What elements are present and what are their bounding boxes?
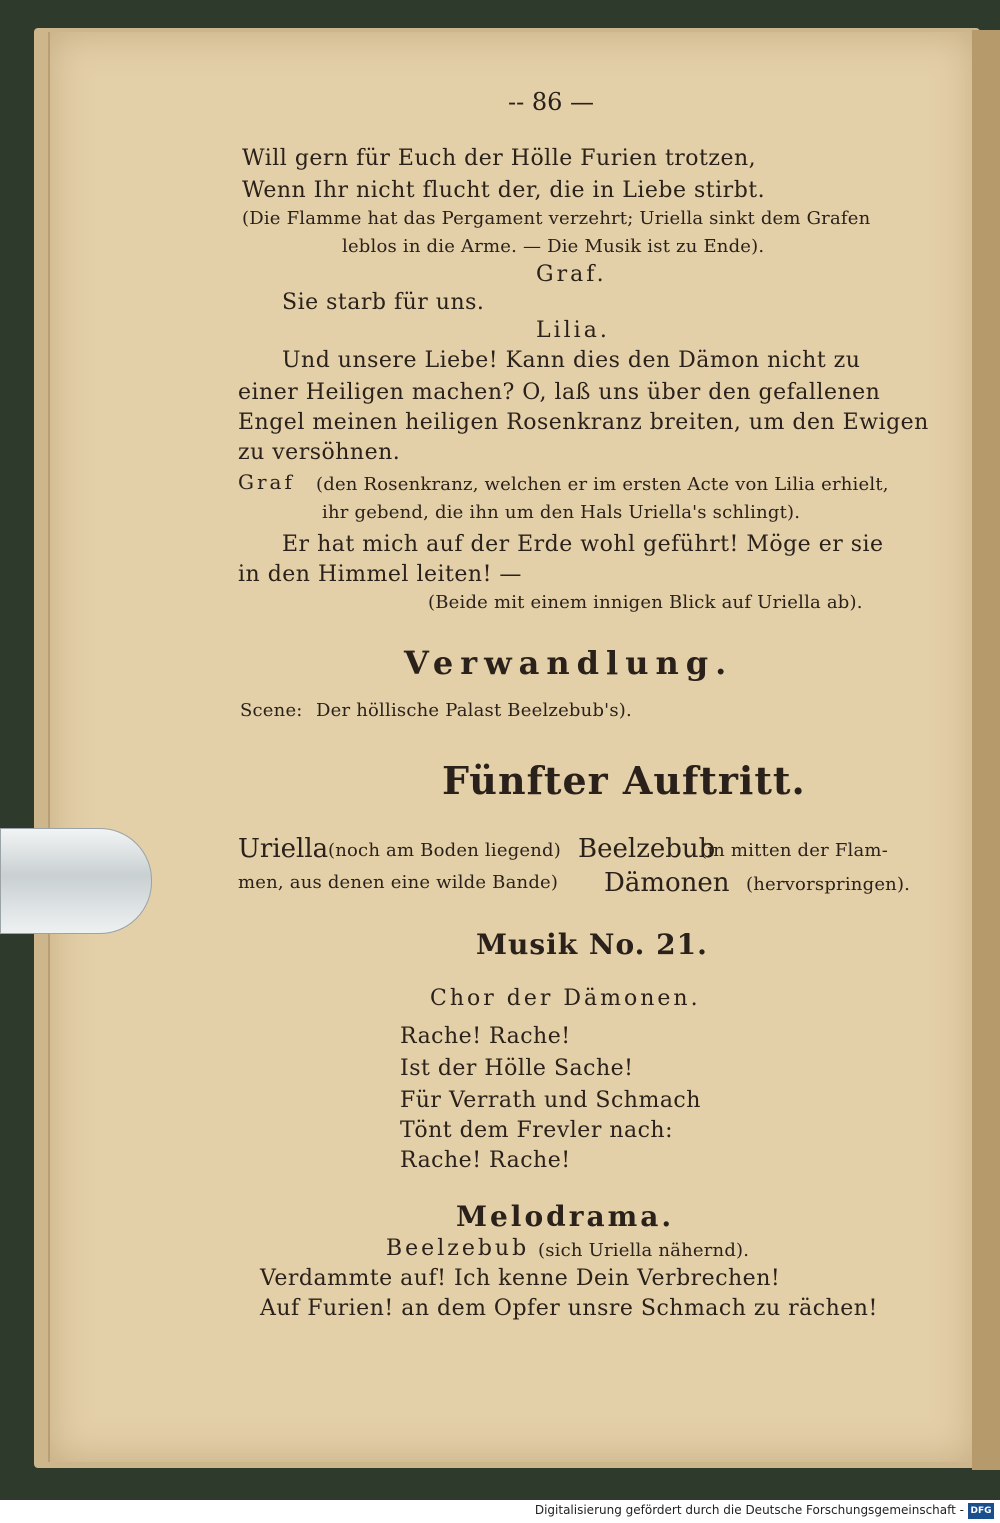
verse-line: Sie starb für uns. [282,290,485,315]
page-number: -- 86 — [508,88,595,116]
speaker-name: Lilia. [536,318,610,343]
footer-bar [0,1500,1000,1523]
heading-auftritt: Fünfter Auftritt. [442,758,806,803]
prose-line: Engel meinen heiligen Rosenkranz breiten, um den Ewigen [238,410,929,435]
chorus-title: Chor der Dämonen. [430,986,701,1011]
stage-direction: leblos in die Arme. — Die Musik ist zu Ende). [342,236,765,257]
prose-line: zu versöhnen. [238,440,401,465]
heading-musik: Musik No. 21. [476,928,708,961]
prose-line: in den Himmel leiten! — [238,562,522,587]
chorus-line: Ist der Hölle Sache! [400,1056,634,1081]
dfg-logo-icon: DFG [968,1503,994,1519]
stage-direction: men, aus denen eine wilde Bande) [238,872,559,893]
chorus-line: Für Verrath und Schmach [400,1088,701,1113]
verse-line: Wenn Ihr nicht flucht der, die in Liebe stirbt. [242,178,766,203]
stage-direction: (Die Flamme hat das Pergament verzehrt; Uriella sinkt dem Grafen [242,208,871,229]
speaker-name: Beelzebub [386,1236,530,1261]
chorus-line: Rache! Rache! [400,1148,571,1173]
prose-line: Und unsere Liebe! Kann dies den Dämon nicht zu [282,348,861,373]
stage-direction: (hervorspringen). [746,874,911,895]
verse-line: Will gern für Euch der Hölle Furien trotzen, [242,146,757,171]
stage-direction: (in mitten der Flam- [700,840,888,861]
funding-note: Digitalisierung gefördert durch die Deutsche Forschungsgemeinschaft - [534,1503,964,1517]
stage-direction: (sich Uriella nähernd). [538,1240,750,1261]
stage-direction: (Beide mit einem innigen Blick auf Uriella ab). [428,592,863,613]
speaker-name: Graf. [536,262,607,287]
heading-verwandlung: Verwandlung. [404,644,734,682]
cast-daemonen: Dämonen [604,868,730,898]
stage-direction: (noch am Boden liegend) [328,840,562,861]
verse-line: Auf Furien! an dem Opfer unsre Schmach zu rächen! [260,1296,878,1321]
stage-direction: (den Rosenkranz, welchen er im ersten Acte von Lilia erhielt, [316,474,889,495]
cast-uriella: Uriella [238,834,329,864]
speaker-name: Graf [238,470,295,494]
heading-melodrama: Melodrama. [456,1200,675,1233]
scene-label: Scene: [240,700,303,721]
prose-line: Er hat mich auf der Erde wohl geführt! Möge er sie [282,532,884,557]
chorus-line: Rache! Rache! [400,1024,571,1049]
scene-description: Der höllische Palast Beelzebub's). [316,700,632,721]
prose-line: einer Heiligen machen? O, laß uns über den gefallenen [238,380,881,405]
chorus-line: Tönt dem Frevler nach: [400,1118,674,1143]
stage-direction: ihr gebend, die ihn um den Hals Uriella's schlingt). [322,502,801,523]
verse-line: Verdammte auf! Ich kenne Dein Verbrechen! [260,1266,781,1291]
cast-beelzebub: Beelzebub [578,834,716,864]
